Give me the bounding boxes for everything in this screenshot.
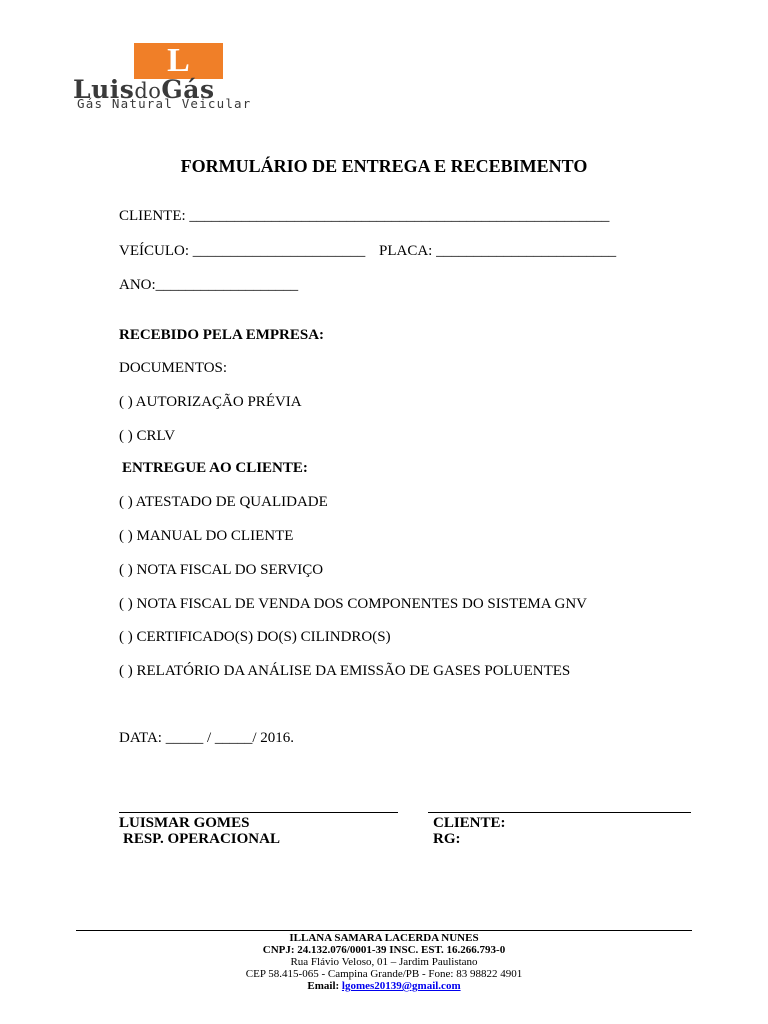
- checklist-item: ( ) AUTORIZAÇÃO PRÉVIA: [119, 394, 302, 410]
- footer-email-line: [0, 980, 768, 992]
- checklist-item: ( ) RELATÓRIO DA ANÁLISE DA EMISSÃO DE GASES POLUENTES: [119, 663, 571, 679]
- signature-line-left: [119, 812, 398, 813]
- checklist-item: ( ) MANUAL DO CLIENTE: [119, 528, 294, 544]
- signer-role: RESP. OPERACIONAL: [123, 831, 280, 847]
- documents-label: DOCUMENTOS:: [119, 360, 228, 376]
- checklist-item: ( ) CRLV: [119, 428, 176, 444]
- delivered-heading: ENTREGUE AO CLIENTE:: [122, 460, 308, 476]
- logo-name-gas: Gás: [161, 75, 215, 104]
- date-line: DATA: _____ / _____/ 2016.: [119, 730, 295, 746]
- placa-field: PLACA: ________________________: [379, 243, 617, 259]
- checklist-item: ( ) NOTA FISCAL DE VENDA DOS COMPONENTES DO SISTEMA GNV: [119, 596, 587, 612]
- footer-email-link[interactable]: lgomes20139@gmail.com: [341, 980, 461, 992]
- rg-label: RG:: [433, 831, 461, 847]
- footer-divider: [76, 930, 692, 931]
- footer-company-name: ILLANA SAMARA LACERDA NUNES: [289, 932, 479, 944]
- footer-cep: CEP 58.415-065 - Campina Grande/PB - Fone: 83 98822 4901: [245, 968, 523, 980]
- logo-name-do: do: [134, 79, 162, 103]
- signature-line-right: [428, 812, 691, 813]
- veiculo-field: VEÍCULO: _______________________: [119, 243, 366, 259]
- logo-letter: L: [167, 42, 190, 79]
- logo-name-luis: Luis: [73, 75, 135, 104]
- footer-email-label: Email:: [307, 980, 340, 992]
- checklist-item: ( ) NOTA FISCAL DO SERVIÇO: [119, 562, 324, 578]
- checklist-item: ( ) ATESTADO DE QUALIDADE: [119, 494, 328, 510]
- footer-address: Rua Flávio Veloso, 01 – Jardim Paulistano: [290, 956, 478, 968]
- signer-name: LUISMAR GOMES: [119, 815, 250, 831]
- checklist-item: ( ) CERTIFICADO(S) DO(S) CILINDRO(S): [119, 629, 391, 645]
- logo-mark: [134, 43, 223, 79]
- logo-tagline: Gás Natural Veicular: [77, 96, 252, 111]
- footer-cnpj: CNPJ: 24.132.076/0001-39 INSC. EST. 16.266.793-0: [262, 944, 506, 956]
- received-heading: RECEBIDO PELA EMPRESA:: [119, 327, 325, 343]
- cliente-field: CLIENTE: ________________________________________________________: [119, 208, 610, 224]
- client-label: CLIENTE:: [433, 815, 506, 831]
- form-title: FORMULÁRIO DE ENTREGA E RECEBIMENTO: [180, 156, 588, 176]
- ano-field: ANO:___________________: [119, 277, 299, 293]
